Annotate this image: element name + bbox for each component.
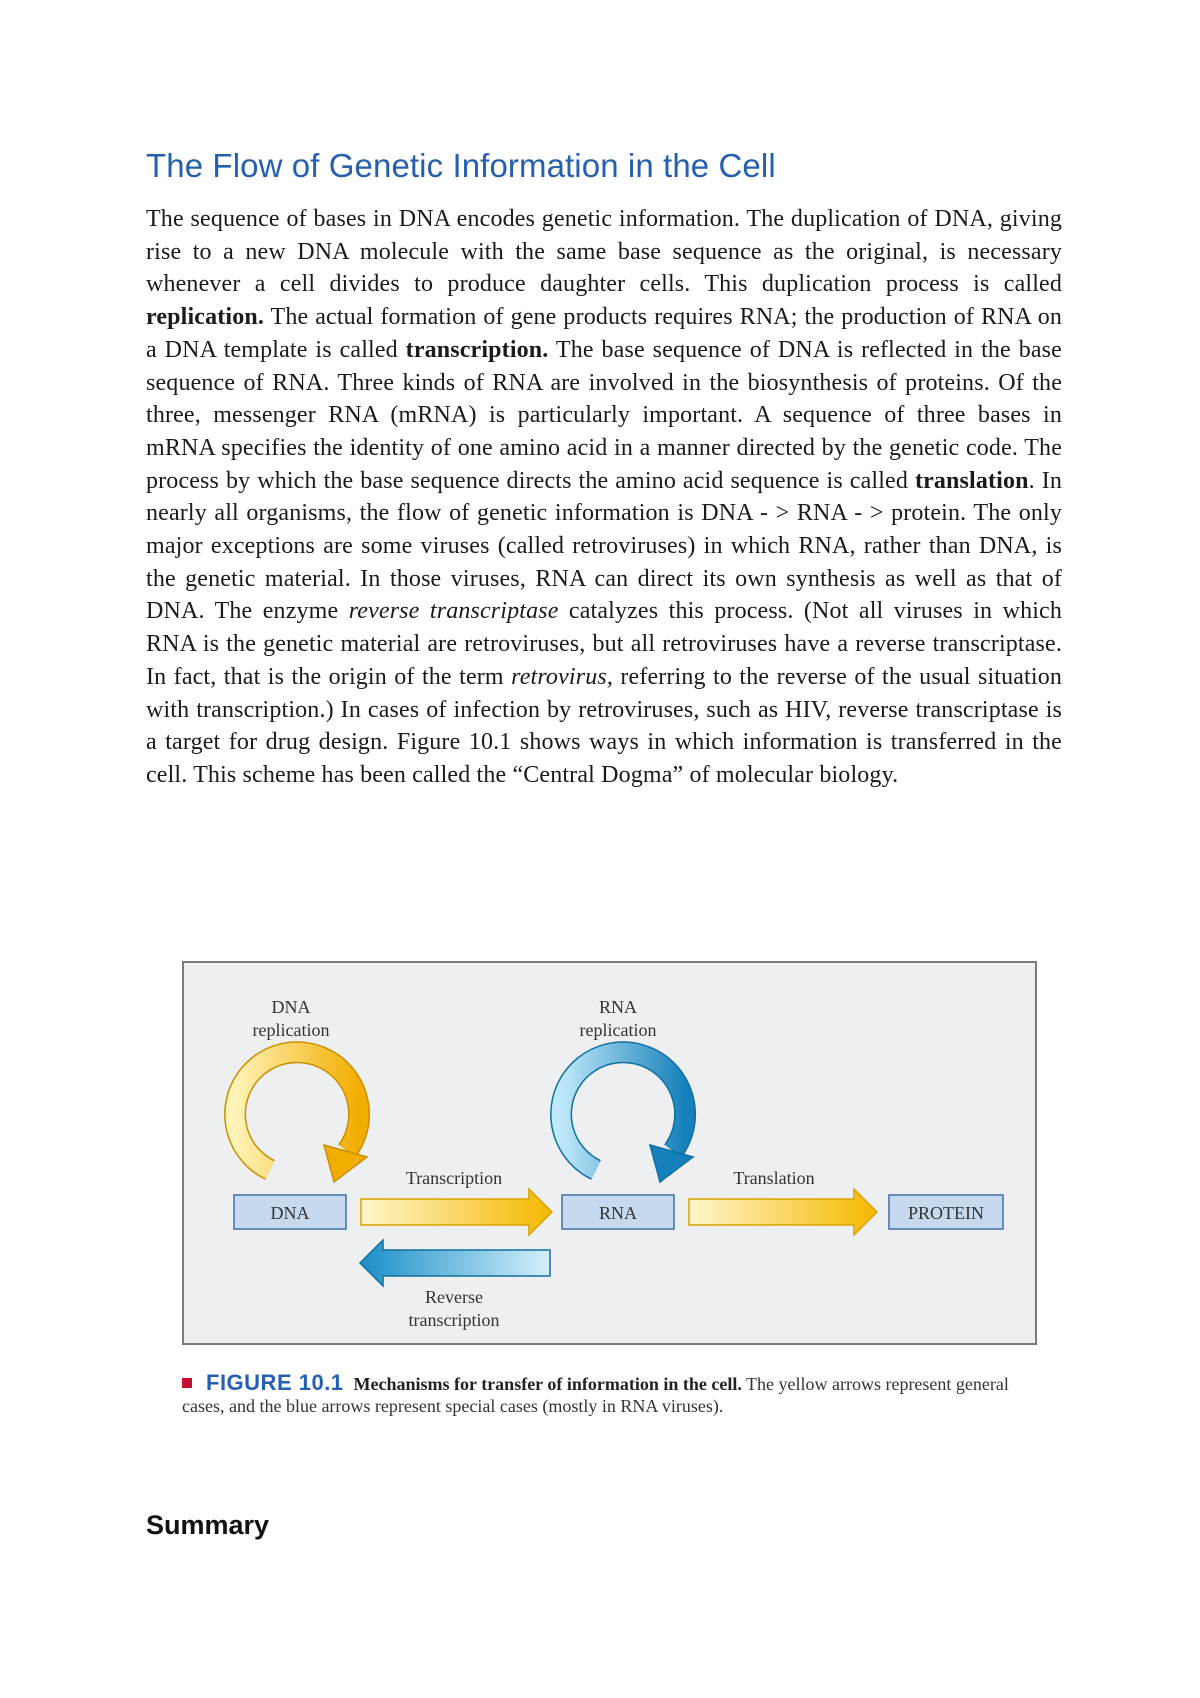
central-dogma-diagram: [184, 963, 1035, 1343]
dna-replication-label-line2: replication: [252, 1020, 330, 1040]
summary-heading: Summary: [146, 1510, 270, 1540]
transcription-arrow: [361, 1189, 552, 1235]
text-run: referring to the reverse of the usual situation with transcription.) In cases of infection by retroviruses, such as HIV, reverse transcriptase is a target for drug design. Figure 10.1 shows ways in which information is transferred in the cell. This scheme has been called the “Central Dogma” of molecular biology.: [146, 663, 1062, 788]
caption-title: Mechanisms for transfer of information in the cell.: [353, 1374, 742, 1394]
section-heading: The Flow of Genetic Information in the Cell: [146, 147, 776, 184]
caption-text: The yellow arrows represent general cases, and the blue arrows represent special cases (mostly in RNA viruses).: [182, 1374, 1009, 1416]
term-retrovirus: retrovirus,: [511, 663, 613, 690]
protein-box-label: PROTEIN: [908, 1203, 984, 1223]
translation-label: Translation: [733, 1168, 815, 1188]
body-paragraph: [146, 203, 1062, 792]
figure-caption: [182, 1372, 1042, 1417]
term-reverse-transcriptase: reverse transcriptase: [348, 598, 559, 625]
rna-box-label: RNA: [598, 1203, 638, 1223]
translation-arrow: [689, 1189, 877, 1235]
figure-number: FIGURE 10.1: [206, 1370, 344, 1395]
text-run: The actual formation of gene products requires RNA; the production of RNA on a DNA template is called: [146, 304, 1062, 363]
dna-box-label: DNA: [270, 1203, 310, 1223]
term-replication: replication.: [146, 304, 265, 331]
transcription-label: Transcription: [405, 1168, 503, 1188]
rna-replication-arrow: [561, 1052, 693, 1182]
text-run: . In nearly all organisms, the flow of genetic information is DNA - > RNA - > protein. The only major exceptions are some viruses (called retroviruses) in which RNA, rather than DNA, is the genetic material. In those viruses, RNA can direct its own synthesis as well as that of DNA. The enzyme: [146, 467, 1062, 625]
text-run: The sequence of bases in DNA encodes genetic information. The duplication of DNA, giving rise to a new DNA molecule with the same base sequence as the original, is necessary whenever a cell divides to produce daughter cells. This duplication process is called: [146, 206, 1062, 298]
rna-replication-label-line1: RNA: [598, 997, 638, 1017]
text-run: The base sequence of DNA is reflected in the base sequence of RNA. Three kinds of RNA are involved in the biosynthesis of proteins. Of the three, messenger RNA (mRNA) is particularly important. A sequence of three bases in mRNA specifies the identity of one amino acid in a manner directed by the genetic code. The process by which the base sequence directs the amino acid sequence is called: [146, 336, 1062, 494]
figure-central-dogma: [182, 961, 1037, 1345]
term-transcription: transcription.: [405, 336, 549, 363]
reverse-transcription-arrow: [360, 1240, 550, 1286]
reverse-transcription-label-line1: Reverse: [425, 1287, 483, 1307]
dna-replication-arrow: [235, 1052, 367, 1182]
dna-replication-label-line1: DNA: [271, 997, 311, 1017]
reverse-transcription-label-line2: transcription: [408, 1310, 500, 1330]
term-translation: translation: [914, 467, 1029, 494]
rna-replication-label-line2: replication: [579, 1020, 657, 1040]
text-run: catalyzes this process. (Not all viruses in which RNA is the genetic material are retroviruses, but all retroviruses have a reverse transcriptase. In fact, that is the origin of the term: [146, 598, 1062, 690]
caption-marker-square: [182, 1378, 192, 1388]
